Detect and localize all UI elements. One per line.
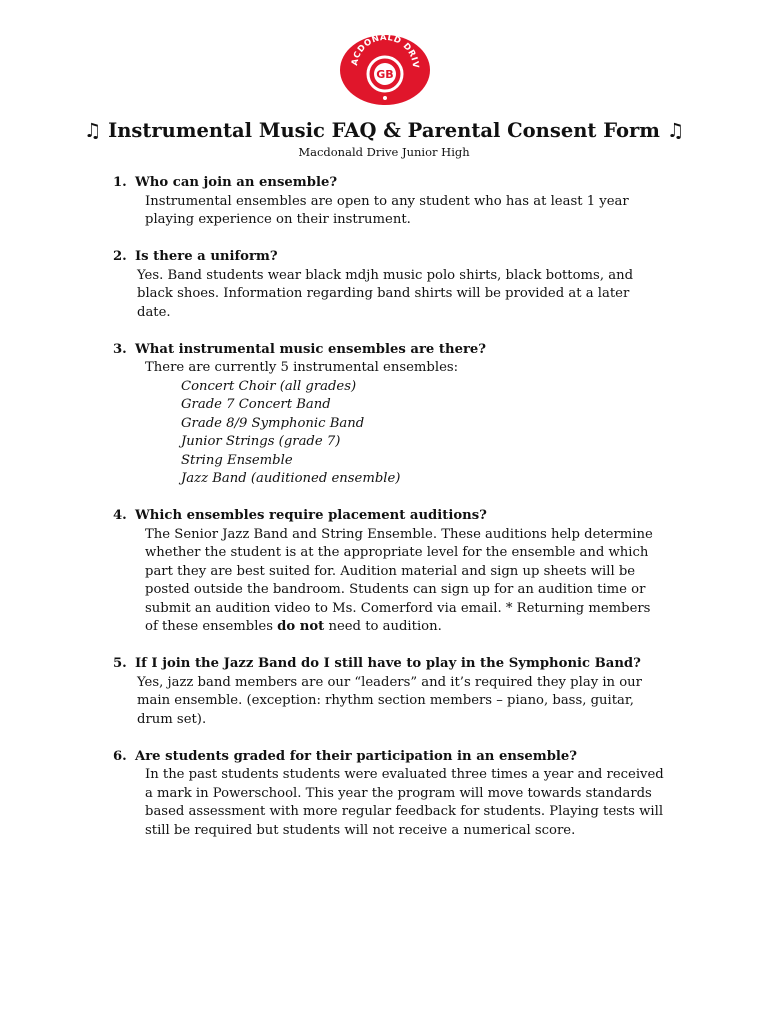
answer-line: [145, 618, 713, 637]
faq-list: [113, 174, 713, 840]
faq-question: [113, 248, 713, 267]
faq-item-6: [113, 748, 713, 841]
faq-question-text: If I join the Jazz Band do I still have to play in the Symphonic Band?: [135, 656, 641, 671]
faq-item-1: [113, 174, 713, 230]
faq-question-text: Who can join an ensemble?: [135, 175, 338, 190]
answer-line: submit an audition video to Ms. Comerford via email. * Returning members: [145, 600, 651, 616]
faq-item-4: [113, 507, 713, 637]
faq-question: [113, 174, 713, 193]
faq-question-text: Is there a uniform?: [135, 249, 278, 264]
faq-answer: [113, 267, 713, 323]
answer-line: posted outside the bandroom. Students can sign up for an audition time or: [145, 582, 646, 597]
school-logo-icon: [335, 26, 435, 106]
answer-line: part they are best suited for. Audition material and sign up sheets will be: [145, 563, 636, 579]
logo-arc-text: ACDONALD DRIV: [350, 32, 421, 69]
answer-line: Yes. Band students wear black mdjh music polo shirts, black bottoms, and: [137, 267, 634, 283]
school-logo: [335, 26, 435, 106]
ensemble-list: [113, 378, 713, 489]
answer-emphasis: do not: [277, 619, 325, 634]
answer-text: of these ensembles: [145, 619, 278, 634]
faq-question: [113, 655, 713, 674]
answer-line: date.: [137, 304, 171, 320]
answer-line: main ensemble. (exception: rhythm section members – piano, bass, guitar,: [137, 693, 634, 708]
faq-number: 6.: [113, 748, 127, 764]
answer-line: Instrumental ensembles are open to any student who has at least 1 year: [145, 193, 629, 209]
answer-line: playing experience on their instrument.: [145, 212, 411, 227]
faq-number: 5.: [113, 656, 127, 671]
faq-answer: [113, 526, 713, 637]
faq-number: 1.: [113, 175, 127, 190]
answer-line: There are currently 5 instrumental ensembles:: [145, 360, 459, 375]
faq-question: [113, 341, 713, 360]
faq-answer: [113, 674, 713, 730]
answer-line: In the past students students were evaluated three times a year and received: [145, 767, 664, 782]
faq-answer: [113, 193, 713, 230]
ensemble-item: String Ensemble: [181, 452, 293, 468]
answer-line: drum set).: [137, 711, 207, 727]
faq-question-text: What instrumental music ensembles are there?: [135, 341, 487, 357]
faq-question-text: Are students graded for their participation in an ensemble?: [135, 748, 578, 764]
faq-question: [113, 507, 713, 526]
faq-number: 3.: [113, 341, 127, 357]
answer-line: still be required but students will not receive a numerical score.: [145, 822, 576, 838]
faq-answer: [113, 766, 713, 840]
answer-line: black shoes. Information regarding band shirts will be provided at a later: [137, 286, 630, 301]
answer-line: whether the student is at the appropriate level for the ensemble and which: [145, 545, 649, 560]
ensemble-item: Jazz Band (auditioned ensemble): [181, 471, 401, 486]
answer-line: Yes, jazz band members are our “leaders” and it’s required they play in our: [137, 674, 642, 690]
faq-number: 4.: [113, 508, 127, 523]
page-title: ♫ Instrumental Music FAQ & Parental Consent Form ♫: [83, 119, 685, 142]
ensemble-item: Concert Choir (all grades): [181, 378, 357, 394]
answer-text: need to audition.: [324, 619, 442, 634]
page-subtitle: Macdonald Drive Junior High: [298, 145, 470, 159]
ensemble-item: Grade 7 Concert Band: [181, 397, 331, 412]
faq-number: 2.: [113, 249, 127, 264]
faq-item-2: [113, 248, 713, 322]
ensemble-item: Grade 8/9 Symphonic Band: [181, 415, 365, 431]
faq-question-text: Which ensembles require placement auditions?: [135, 508, 487, 523]
faq-answer: [113, 359, 713, 378]
ensemble-item: Junior Strings (grade 7): [181, 434, 341, 449]
answer-line: The Senior Jazz Band and String Ensemble. These auditions help determine: [145, 526, 653, 542]
faq-question: [113, 748, 713, 767]
answer-line: a mark in Powerschool. This year the program will move towards standards: [145, 785, 652, 801]
faq-item-5: [113, 655, 713, 729]
logo-monogram: GB: [376, 68, 394, 81]
answer-line: based assessment with more regular feedback for students. Playing tests will: [145, 804, 664, 819]
faq-item-3: [113, 341, 713, 489]
